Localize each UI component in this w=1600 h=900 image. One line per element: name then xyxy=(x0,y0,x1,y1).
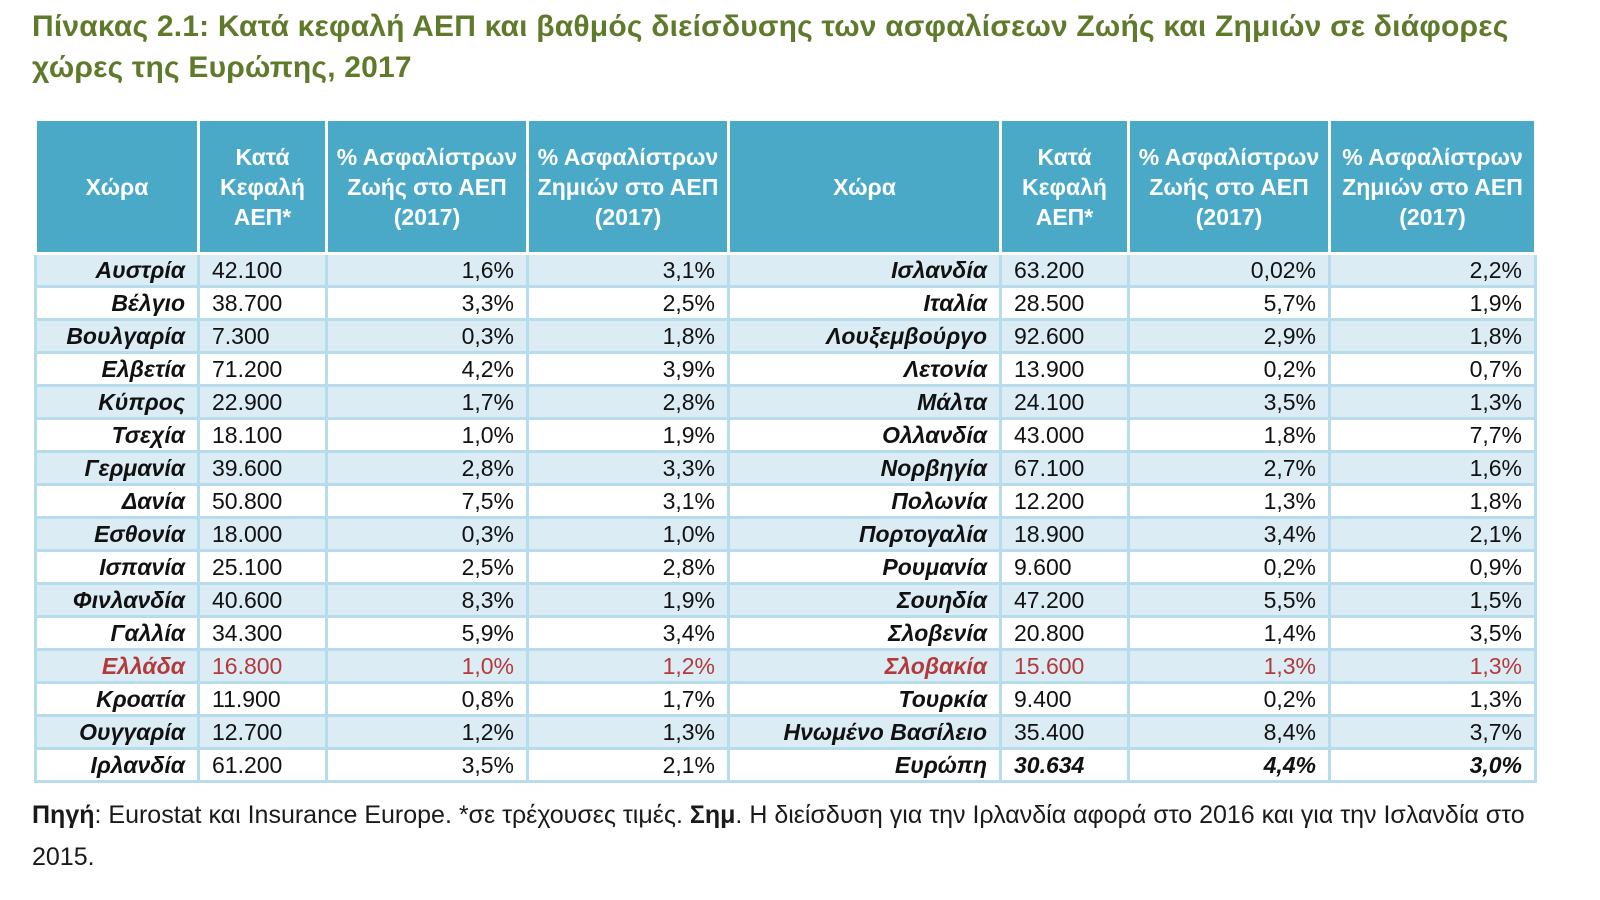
cell-nonlife-left: 1,9% xyxy=(528,584,729,617)
table-row xyxy=(36,617,1536,650)
header-nonlife-left: % Ασφαλίστρων Ζημιών στο ΑΕΠ (2017) xyxy=(528,120,729,254)
cell-nonlife-left: 1,2% xyxy=(528,650,729,683)
cell-nonlife-left: 3,1% xyxy=(528,254,729,287)
cell-nonlife-right: 3,5% xyxy=(1330,617,1536,650)
cell-life-left: 1,0% xyxy=(327,419,528,452)
cell-country-right: Ισλανδία xyxy=(729,254,1001,287)
cell-gdp-right: 92.600 xyxy=(1001,320,1129,353)
table-row xyxy=(36,386,1536,419)
cell-gdp-left: 16.800 xyxy=(199,650,327,683)
cell-gdp-left: 50.800 xyxy=(199,485,327,518)
cell-country-left: Δανία xyxy=(36,485,199,518)
cell-gdp-right: 47.200 xyxy=(1001,584,1129,617)
header-gdp-left: Κατά Κεφαλή ΑΕΠ* xyxy=(199,120,327,254)
cell-life-right: 1,8% xyxy=(1129,419,1330,452)
cell-gdp-right: 28.500 xyxy=(1001,287,1129,320)
cell-country-left: Ελβετία xyxy=(36,353,199,386)
table-row xyxy=(36,419,1536,452)
cell-life-right: 0,2% xyxy=(1129,353,1330,386)
cell-nonlife-right: 1,3% xyxy=(1330,650,1536,683)
cell-gdp-left: 40.600 xyxy=(199,584,327,617)
note-label: Σημ xyxy=(689,801,736,829)
cell-gdp-right: 30.634 xyxy=(1001,749,1129,782)
cell-life-right: 5,7% xyxy=(1129,287,1330,320)
cell-nonlife-right: 2,1% xyxy=(1330,518,1536,551)
cell-gdp-left: 7.300 xyxy=(199,320,327,353)
cell-nonlife-right: 2,2% xyxy=(1330,254,1536,287)
table-row xyxy=(36,749,1536,782)
cell-nonlife-right: 3,0% xyxy=(1330,749,1536,782)
cell-life-right: 1,3% xyxy=(1129,650,1330,683)
cell-life-left: 5,9% xyxy=(327,617,528,650)
cell-country-left: Αυστρία xyxy=(36,254,199,287)
cell-country-right: Τουρκία xyxy=(729,683,1001,716)
table-row xyxy=(36,353,1536,386)
header-country-right: Χώρα xyxy=(729,120,1001,254)
cell-life-left: 0,3% xyxy=(327,518,528,551)
cell-country-left: Ελλάδα xyxy=(36,650,199,683)
note-text: . Η διείσδυση για την Ιρλανδία αφορά στο 2016 και για την Ισλανδία στο 2015. xyxy=(32,801,1525,871)
cell-country-left: Ουγγαρία xyxy=(36,716,199,749)
cell-life-left: 1,7% xyxy=(327,386,528,419)
cell-country-right: Λουξεμβούργο xyxy=(729,320,1001,353)
cell-gdp-right: 13.900 xyxy=(1001,353,1129,386)
header-life-left: % Ασφαλίστρων Ζωής στο ΑΕΠ (2017) xyxy=(327,120,528,254)
cell-country-left: Ισπανία xyxy=(36,551,199,584)
cell-life-left: 1,6% xyxy=(327,254,528,287)
cell-country-right: Σλοβενία xyxy=(729,617,1001,650)
cell-gdp-right: 9.400 xyxy=(1001,683,1129,716)
cell-nonlife-left: 3,4% xyxy=(528,617,729,650)
cell-gdp-left: 42.100 xyxy=(199,254,327,287)
cell-gdp-left: 22.900 xyxy=(199,386,327,419)
cell-nonlife-right: 1,3% xyxy=(1330,386,1536,419)
cell-country-right: Νορβηγία xyxy=(729,452,1001,485)
table-row xyxy=(36,551,1536,584)
cell-gdp-left: 39.600 xyxy=(199,452,327,485)
cell-nonlife-right: 1,9% xyxy=(1330,287,1536,320)
cell-gdp-right: 18.900 xyxy=(1001,518,1129,551)
cell-life-left: 1,0% xyxy=(327,650,528,683)
cell-nonlife-left: 2,5% xyxy=(528,287,729,320)
cell-gdp-right: 35.400 xyxy=(1001,716,1129,749)
cell-life-right: 1,3% xyxy=(1129,485,1330,518)
table-row xyxy=(36,716,1536,749)
cell-country-right: Πολωνία xyxy=(729,485,1001,518)
cell-gdp-right: 9.600 xyxy=(1001,551,1129,584)
cell-country-left: Εσθονία xyxy=(36,518,199,551)
cell-nonlife-left: 1,7% xyxy=(528,683,729,716)
cell-country-left: Κροατία xyxy=(36,683,199,716)
table-row xyxy=(36,452,1536,485)
source-text: : Eurostat και Insurance Europe. *σε τρέχουσες τιμές. xyxy=(94,801,690,829)
cell-nonlife-right: 0,9% xyxy=(1330,551,1536,584)
source-label: Πηγή xyxy=(32,801,95,829)
cell-life-right: 2,9% xyxy=(1129,320,1330,353)
cell-nonlife-right: 1,6% xyxy=(1330,452,1536,485)
cell-country-left: Βέλγιο xyxy=(36,287,199,320)
cell-nonlife-left: 2,8% xyxy=(528,386,729,419)
cell-life-right: 5,5% xyxy=(1129,584,1330,617)
cell-gdp-left: 34.300 xyxy=(199,617,327,650)
cell-country-left: Κύπρος xyxy=(36,386,199,419)
cell-country-left: Γερμανία xyxy=(36,452,199,485)
cell-country-right: Σλοβακία xyxy=(729,650,1001,683)
cell-life-right: 3,5% xyxy=(1129,386,1330,419)
cell-nonlife-right: 1,5% xyxy=(1330,584,1536,617)
cell-country-left: Τσεχία xyxy=(36,419,199,452)
cell-nonlife-right: 3,7% xyxy=(1330,716,1536,749)
cell-country-right: Πορτογαλία xyxy=(729,518,1001,551)
cell-nonlife-left: 3,9% xyxy=(528,353,729,386)
table-row xyxy=(36,683,1536,716)
cell-gdp-left: 38.700 xyxy=(199,287,327,320)
cell-life-right: 1,4% xyxy=(1129,617,1330,650)
cell-country-left: Φινλανδία xyxy=(36,584,199,617)
cell-nonlife-right: 1,3% xyxy=(1330,683,1536,716)
cell-nonlife-left: 2,1% xyxy=(528,749,729,782)
cell-country-left: Ιρλανδία xyxy=(36,749,199,782)
header-row xyxy=(36,120,1536,254)
table-row xyxy=(36,254,1536,287)
cell-nonlife-right: 1,8% xyxy=(1330,485,1536,518)
cell-life-left: 8,3% xyxy=(327,584,528,617)
cell-life-left: 0,3% xyxy=(327,320,528,353)
cell-nonlife-right: 7,7% xyxy=(1330,419,1536,452)
cell-country-right: Ευρώπη xyxy=(729,749,1001,782)
cell-country-left: Βουλγαρία xyxy=(36,320,199,353)
cell-nonlife-right: 0,7% xyxy=(1330,353,1536,386)
cell-gdp-left: 71.200 xyxy=(199,353,327,386)
cell-gdp-right: 12.200 xyxy=(1001,485,1129,518)
cell-country-right: Μάλτα xyxy=(729,386,1001,419)
table-row xyxy=(36,485,1536,518)
cell-gdp-left: 12.700 xyxy=(199,716,327,749)
cell-nonlife-right: 1,8% xyxy=(1330,320,1536,353)
table-title: Πίνακας 2.1: Κατά κεφαλή ΑΕΠ και βαθμός διείσδυσης των ασφαλίσεων Ζωής και Ζημιών σε διάφορες χώρες της Ευρώπης, 2017 xyxy=(32,10,1509,84)
cell-life-right: 2,7% xyxy=(1129,452,1330,485)
cell-nonlife-left: 1,9% xyxy=(528,419,729,452)
cell-country-left: Γαλλία xyxy=(36,617,199,650)
cell-gdp-right: 43.000 xyxy=(1001,419,1129,452)
cell-gdp-left: 61.200 xyxy=(199,749,327,782)
cell-nonlife-left: 1,0% xyxy=(528,518,729,551)
insurance-penetration-table xyxy=(34,118,1537,783)
table-row xyxy=(36,518,1536,551)
cell-nonlife-left: 2,8% xyxy=(528,551,729,584)
cell-gdp-left: 18.000 xyxy=(199,518,327,551)
cell-gdp-right: 67.100 xyxy=(1001,452,1129,485)
cell-life-right: 4,4% xyxy=(1129,749,1330,782)
cell-life-left: 7,5% xyxy=(327,485,528,518)
table-row xyxy=(36,650,1536,683)
cell-gdp-right: 20.800 xyxy=(1001,617,1129,650)
table-row xyxy=(36,287,1536,320)
cell-life-left: 1,2% xyxy=(327,716,528,749)
cell-country-right: Σουηδία xyxy=(729,584,1001,617)
cell-country-right: Ρουμανία xyxy=(729,551,1001,584)
header-country-left: Χώρα xyxy=(36,120,199,254)
cell-life-right: 0,2% xyxy=(1129,551,1330,584)
cell-gdp-left: 11.900 xyxy=(199,683,327,716)
cell-life-left: 0,8% xyxy=(327,683,528,716)
table-row xyxy=(36,320,1536,353)
cell-country-right: Ιταλία xyxy=(729,287,1001,320)
cell-nonlife-left: 3,1% xyxy=(528,485,729,518)
cell-nonlife-left: 1,3% xyxy=(528,716,729,749)
cell-life-left: 2,5% xyxy=(327,551,528,584)
cell-gdp-right: 24.100 xyxy=(1001,386,1129,419)
header-gdp-right: Κατά Κεφαλή ΑΕΠ* xyxy=(1001,120,1129,254)
cell-life-left: 3,5% xyxy=(327,749,528,782)
header-nonlife-right: % Ασφαλίστρων Ζημιών στο ΑΕΠ (2017) xyxy=(1330,120,1536,254)
cell-life-left: 4,2% xyxy=(327,353,528,386)
cell-gdp-left: 25.100 xyxy=(199,551,327,584)
cell-nonlife-left: 1,8% xyxy=(528,320,729,353)
cell-gdp-right: 63.200 xyxy=(1001,254,1129,287)
cell-nonlife-left: 3,3% xyxy=(528,452,729,485)
cell-country-right: Ηνωμένο Βασίλειο xyxy=(729,716,1001,749)
cell-life-right: 3,4% xyxy=(1129,518,1330,551)
cell-life-right: 0,02% xyxy=(1129,254,1330,287)
cell-life-left: 2,8% xyxy=(327,452,528,485)
table-row xyxy=(36,584,1536,617)
cell-gdp-left: 18.100 xyxy=(199,419,327,452)
cell-country-right: Λετονία xyxy=(729,353,1001,386)
cell-gdp-right: 15.600 xyxy=(1001,650,1129,683)
header-life-right: % Ασφαλίστρων Ζωής στο ΑΕΠ (2017) xyxy=(1129,120,1330,254)
cell-life-left: 3,3% xyxy=(327,287,528,320)
cell-life-right: 0,2% xyxy=(1129,683,1330,716)
cell-country-right: Ολλανδία xyxy=(729,419,1001,452)
cell-life-right: 8,4% xyxy=(1129,716,1330,749)
source-note xyxy=(32,794,1552,878)
